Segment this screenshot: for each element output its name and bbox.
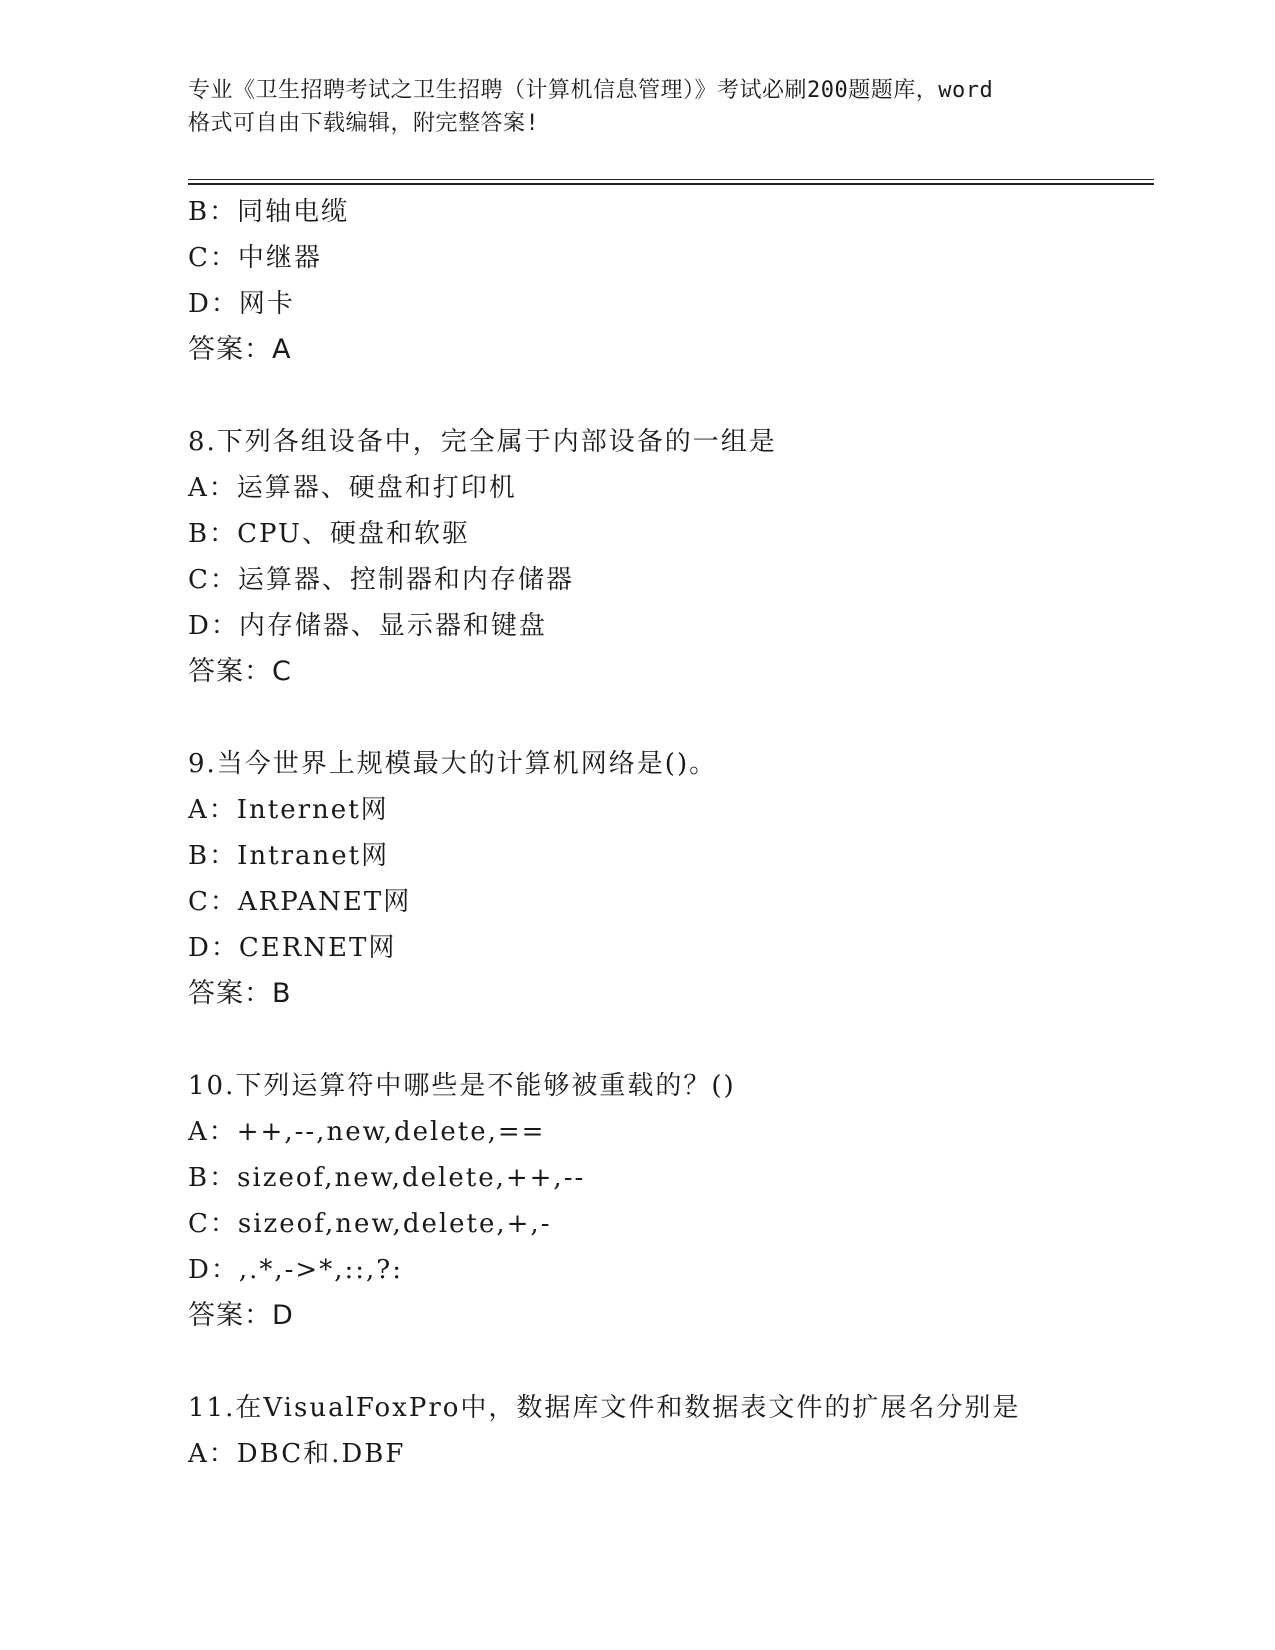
- option-a: A：运算器、硬盘和打印机: [188, 473, 517, 503]
- divider-thick-line: [188, 183, 1154, 185]
- option-c: C：sizeof,new,delete,+,-: [188, 1209, 552, 1239]
- option-d: D：网卡: [188, 289, 295, 319]
- option-b: B：同轴电缆: [188, 197, 350, 227]
- question-list: [188, 189, 1154, 1477]
- answer-line: 答案：B: [188, 978, 292, 1009]
- spacer: [188, 695, 1154, 741]
- option-c: C：运算器、控制器和内存储器: [188, 565, 574, 595]
- option-c: C：ARPANET网: [188, 887, 412, 917]
- question-block-9: [188, 741, 1154, 1017]
- option-a: A：Internet网: [188, 795, 389, 825]
- answer-line: 答案：C: [188, 656, 292, 687]
- option-d: D：内存储器、显示器和键盘: [188, 611, 547, 641]
- question-block-11: [188, 1385, 1154, 1477]
- option-b: B：Intranet网: [188, 841, 390, 871]
- answer-line: 答案：D: [188, 1300, 294, 1331]
- header-line-2: 格式可自由下载编辑，附完整答案!: [188, 111, 540, 136]
- option-b: B：CPU、硬盘和软驱: [188, 519, 470, 549]
- spacer: [188, 1017, 1154, 1063]
- divider-thin-line: [188, 179, 1154, 180]
- option-c: C：中继器: [188, 243, 322, 273]
- option-a: A：DBC和.DBF: [188, 1439, 406, 1469]
- question-text: 8.下列各组设备中，完全属于内部设备的一组是: [188, 427, 777, 457]
- header-line-1: 专业《卫生招聘考试之卫生招聘（计算机信息管理）》考试必刷200题题库，word: [188, 78, 994, 103]
- question-block-10: [188, 1063, 1154, 1339]
- option-b: B：sizeof,new,delete,++,--: [188, 1163, 586, 1193]
- spacer: [188, 1339, 1154, 1385]
- question-text: 9.当今世界上规模最大的计算机网络是()。: [188, 749, 718, 779]
- spacer: [188, 373, 1154, 419]
- question-block-8: [188, 419, 1154, 695]
- option-a: A：++,--,new,delete,==: [188, 1117, 546, 1147]
- option-d: D：,.*,->*,::,?:: [188, 1255, 403, 1285]
- question-text: 11.在VisualFoxPro中，数据库文件和数据表文件的扩展名分别是: [188, 1393, 1021, 1423]
- option-d: D：CERNET网: [188, 933, 397, 963]
- header-divider: [188, 179, 1154, 185]
- page-header: [188, 74, 1108, 140]
- answer-line: 答案：A: [188, 334, 292, 365]
- question-text: 10.下列运算符中哪些是不能够被重载的？(): [188, 1071, 736, 1101]
- question-block-7: [188, 189, 1154, 373]
